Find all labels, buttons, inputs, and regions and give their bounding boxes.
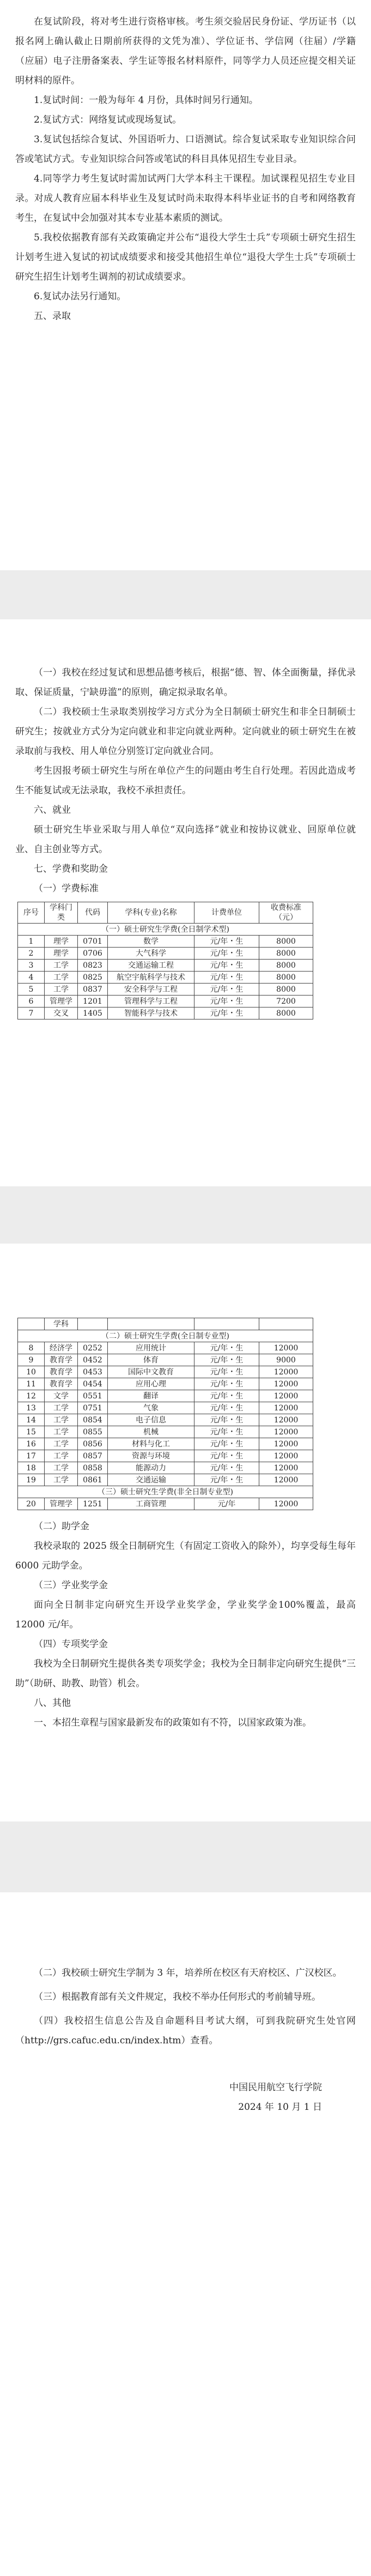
table-cell: 元/年・生 bbox=[194, 1008, 259, 1019]
table-cell: 12 bbox=[18, 1390, 45, 1402]
subsection-heading: （四）专项奖学金 bbox=[34, 1639, 108, 1650]
table-cell: 元/年 bbox=[194, 1498, 259, 1510]
table-cell: 12000 bbox=[259, 1450, 313, 1462]
section-heading: 八、其他 bbox=[34, 1698, 71, 1709]
table-cell: 7 bbox=[18, 1008, 45, 1019]
table-cell: 14 bbox=[18, 1414, 45, 1426]
paragraph: 我校为全日制研究生提供各类专项奖学金；我校为全日制非定向研究生提供“三助”（助研、助教、助管）机会。 bbox=[15, 1658, 356, 1689]
table-group-row bbox=[18, 1486, 313, 1498]
table-cell: 经济学 bbox=[45, 1342, 78, 1354]
table-cell: 12000 bbox=[259, 1390, 313, 1402]
table-cell: 12000 bbox=[259, 1462, 313, 1474]
table-cell: 工学 bbox=[45, 1402, 78, 1414]
table-cell: 元/年・生 bbox=[194, 1366, 259, 1378]
table-row bbox=[18, 1366, 313, 1378]
table-cell: 工学 bbox=[45, 960, 78, 972]
table-cell: 0855 bbox=[78, 1426, 108, 1438]
table-cell: 理学 bbox=[45, 948, 78, 960]
table-cell: 8000 bbox=[259, 984, 313, 996]
table-cell: 0837 bbox=[78, 984, 108, 996]
table-cell: 6 bbox=[18, 996, 45, 1008]
table-cell: 管理学 bbox=[45, 996, 78, 1008]
subsection-heading: （二）助学金 bbox=[34, 1521, 89, 1532]
table-cell: 翻译 bbox=[108, 1390, 194, 1402]
subsection-heading: （一）学费标准 bbox=[34, 883, 99, 894]
table-cell: 工学 bbox=[45, 1414, 78, 1426]
table-cell: 0854 bbox=[78, 1414, 108, 1426]
table-header: 收费标准（元） bbox=[259, 902, 313, 924]
table-row bbox=[18, 984, 313, 996]
table-cell: 1405 bbox=[78, 1008, 108, 1019]
section-heading: 五、录取 bbox=[34, 311, 71, 322]
table-cell: 元/年・生 bbox=[194, 1354, 259, 1366]
paragraph: （四）我校招生信息公告及自命题科目考试大纲，可到我院研究生处官网（http://grs.cafuc.edu.cn/index.htm）查看。 bbox=[15, 2016, 356, 2046]
table-row bbox=[18, 1008, 313, 1019]
page-gap bbox=[0, 1186, 371, 1244]
table-cell: 交通运输 bbox=[108, 1474, 194, 1486]
table-cell: 材料与化工 bbox=[108, 1438, 194, 1450]
table-header: 计费单位 bbox=[194, 902, 259, 924]
paragraph: （二）我校硕士生录取类别按学习方式分为全日制硕士研究生和非全日制硕士研究生；按就业方式分为定向就业和非定向就业两种。定向就业的硕士研究生在被录取前与我校、用人单位分别签订定向就业合同。 bbox=[15, 707, 356, 757]
table-cell: 管理学 bbox=[45, 1498, 78, 1510]
signature-org: 中国民用航空飞行学院 bbox=[229, 2082, 322, 2093]
table-cell: 0751 bbox=[78, 1402, 108, 1414]
table-cell: 元/年・生 bbox=[194, 996, 259, 1008]
paragraph: 硕士研究生毕业采取与用人单位“双向选择”就业和按协议就业、回原单位就业、自主创业等方式。 bbox=[15, 824, 356, 855]
paragraph: （三）根据教育部有关文件规定，我校不举办任何形式的考前辅导班。 bbox=[34, 1992, 321, 2002]
table-cell: 智能科学与技术 bbox=[108, 1008, 194, 1019]
table-group-label: （一）硕士研究生学费(全日制学术型) bbox=[18, 924, 313, 936]
table-cell-empty bbox=[108, 1318, 194, 1330]
table-row bbox=[18, 960, 313, 972]
table-cell: 12000 bbox=[259, 1366, 313, 1378]
table-cell: 大气科学 bbox=[108, 948, 194, 960]
table-cell: 0823 bbox=[78, 960, 108, 972]
paragraph: 在复试阶段，将对考生进行资格审核。考生须交验居民身份证、学历证书（以报名网上确认截止日期前所获得的文凭为准）、学位证书、学信网（往届）/学籍（应届）电子注册备案表、学生证等报名材料原件，同等学力人员还应提交相关证明材料的原件。 bbox=[15, 16, 356, 86]
table-cell: 12000 bbox=[259, 1438, 313, 1450]
table-cell: 2 bbox=[18, 948, 45, 960]
paragraph: 6.复试办法另行通知。 bbox=[34, 291, 126, 302]
table-cell: 体育 bbox=[108, 1354, 194, 1366]
table-header: 学科 bbox=[45, 1318, 78, 1330]
table-group-label: （三）硕士研究生学费(非全日制专业型) bbox=[18, 1486, 313, 1498]
table-cell: 0453 bbox=[78, 1366, 108, 1378]
table-cell: 电子信息 bbox=[108, 1414, 194, 1426]
table-cell: 20 bbox=[18, 1498, 45, 1510]
table-cell: 8000 bbox=[259, 948, 313, 960]
table-cell: 18 bbox=[18, 1462, 45, 1474]
table-cell: 元/年・生 bbox=[194, 948, 259, 960]
table-cell: 3 bbox=[18, 960, 45, 972]
table-cell: 0825 bbox=[78, 972, 108, 984]
table-cell: 元/年・生 bbox=[194, 1462, 259, 1474]
tuition-table-professional bbox=[17, 1318, 313, 1510]
table-row bbox=[18, 1450, 313, 1462]
page-section-1 bbox=[0, 0, 371, 570]
table-row bbox=[18, 1426, 313, 1438]
table-cell: 0701 bbox=[78, 936, 108, 948]
table-cell: 12000 bbox=[259, 1378, 313, 1390]
table-cell: 应用统计 bbox=[108, 1342, 194, 1354]
table-cell: 工学 bbox=[45, 1474, 78, 1486]
table-cell: 7200 bbox=[259, 996, 313, 1008]
paragraph: 1.复试时间：一般为每年 4 月份，具体时间另行通知。 bbox=[34, 95, 258, 106]
paragraph: （一）我校在经过复试和思想品德考核后，根据“德、智、体全面衡量，择优录取、保证质量，宁缺毋滥”的原则，确定拟录取名单。 bbox=[15, 667, 356, 698]
table-cell: 0454 bbox=[78, 1378, 108, 1390]
table-cell: 元/年・生 bbox=[194, 972, 259, 984]
table-cell: 元/年・生 bbox=[194, 1438, 259, 1450]
table-cell-empty bbox=[78, 1318, 108, 1330]
table-header: 代码 bbox=[78, 902, 108, 924]
table-cell: 8000 bbox=[259, 936, 313, 948]
table-cell: 理学 bbox=[45, 936, 78, 948]
table-cell: 数学 bbox=[108, 936, 194, 948]
table-cell: 管理科学与工程 bbox=[108, 996, 194, 1008]
table-cell-empty bbox=[18, 1318, 45, 1330]
table-cell: 0861 bbox=[78, 1474, 108, 1486]
table-cell: 工学 bbox=[45, 1462, 78, 1474]
table-cell: 元/年・生 bbox=[194, 936, 259, 948]
table-row bbox=[18, 972, 313, 984]
table-cell: 工学 bbox=[45, 972, 78, 984]
tuition-table-academic bbox=[17, 902, 313, 1019]
table-row bbox=[18, 1354, 313, 1366]
table-cell: 1201 bbox=[78, 996, 108, 1008]
table-cell: 元/年・生 bbox=[194, 1426, 259, 1438]
table-row bbox=[18, 996, 313, 1008]
table-row bbox=[18, 1402, 313, 1414]
table-cell: 教育学 bbox=[45, 1378, 78, 1390]
table-cell: 1 bbox=[18, 936, 45, 948]
table-cell: 17 bbox=[18, 1450, 45, 1462]
table-row bbox=[18, 1342, 313, 1354]
table-row bbox=[18, 1474, 313, 1486]
table-cell: 15 bbox=[18, 1426, 45, 1438]
page-section-4 bbox=[0, 1892, 371, 2576]
table-cell: 8000 bbox=[259, 972, 313, 984]
table-row bbox=[18, 1414, 313, 1426]
paragraph: （二）我校硕士研究生学制为 3 年，培养所在校区有天府校区、广汉校区。 bbox=[34, 1968, 342, 1978]
paragraph: 5.我校依据教育部有关政策确定并公布“退役大学生士兵”专项硕士研究生招生计划考生进入复试的初试成绩要求和接受其他招生单位“退役大学生士兵”专项硕士研究生招生计划考生调剂的初试成绩要求。 bbox=[15, 232, 356, 282]
table-row bbox=[18, 1378, 313, 1390]
table-cell: 16 bbox=[18, 1438, 45, 1450]
table-cell: 9000 bbox=[259, 1354, 313, 1366]
table-cell: 0706 bbox=[78, 948, 108, 960]
table-cell: 12000 bbox=[259, 1474, 313, 1486]
table-cell: 12000 bbox=[259, 1342, 313, 1354]
table-group-row bbox=[18, 1330, 313, 1342]
table-cell: 0858 bbox=[78, 1462, 108, 1474]
table-cell: 教育学 bbox=[45, 1354, 78, 1366]
table-cell: 5 bbox=[18, 984, 45, 996]
table-group-row bbox=[18, 924, 313, 936]
table-cell: 9 bbox=[18, 1354, 45, 1366]
table-cell-empty bbox=[194, 1318, 259, 1330]
table-cell: 0452 bbox=[78, 1354, 108, 1366]
table-cell: 工学 bbox=[45, 1450, 78, 1462]
subsection-heading: （三）学业奖学金 bbox=[34, 1580, 108, 1591]
table-cell: 工学 bbox=[45, 984, 78, 996]
table-cell: 13 bbox=[18, 1402, 45, 1414]
paragraph: 2.复试方式：网络复试或现场复试。 bbox=[34, 114, 182, 125]
table-header: 学科门类 bbox=[45, 902, 78, 924]
table-cell: 0856 bbox=[78, 1438, 108, 1450]
table-cell: 工商管理 bbox=[108, 1498, 194, 1510]
table-cell: 8000 bbox=[259, 960, 313, 972]
table-header: 序号 bbox=[18, 902, 45, 924]
table-cell: 机械 bbox=[108, 1426, 194, 1438]
paragraph: 4.同等学力考生复试时需加试两门大学本科主干课程。加试课程见招生专业目录。对成人教育应届本科毕业生及复试时尚未取得本科毕业证书的自考和网络教育考生，在复试中会加强对其本专业基本素质的测试。 bbox=[15, 173, 356, 224]
table-header-row bbox=[18, 902, 313, 924]
table-row bbox=[18, 936, 313, 948]
table-row bbox=[18, 1498, 313, 1510]
table-cell: 元/年・生 bbox=[194, 1390, 259, 1402]
table-cell: 8 bbox=[18, 1342, 45, 1354]
table-cell: 安全科学与工程 bbox=[108, 984, 194, 996]
table-row bbox=[18, 1390, 313, 1402]
table-cell: 工学 bbox=[45, 1426, 78, 1438]
table-cell: 10 bbox=[18, 1366, 45, 1378]
table-cell: 0551 bbox=[78, 1390, 108, 1402]
table-header-fragment-row bbox=[18, 1318, 313, 1330]
section-heading: 六、就业 bbox=[34, 805, 71, 816]
table-cell: 元/年・生 bbox=[194, 1378, 259, 1390]
table-cell: 应用心理 bbox=[108, 1378, 194, 1390]
table-group-label: （二）硕士研究生学费(全日制专业型) bbox=[18, 1330, 313, 1342]
table-cell: 12000 bbox=[259, 1426, 313, 1438]
table-header: 学科(专业)名称 bbox=[108, 902, 194, 924]
table-cell: 元/年・生 bbox=[194, 960, 259, 972]
table-cell: 元/年・生 bbox=[194, 1450, 259, 1462]
table-cell: 气象 bbox=[108, 1402, 194, 1414]
paragraph: 我校录取的 2025 级全日制研究生（有固定工资收入的除外），均享受每生每年 6000 元助学金。 bbox=[15, 1541, 356, 1571]
table-cell: 12000 bbox=[259, 1498, 313, 1510]
paragraph: 一、本招生章程与国家最新发布的政策如有不符，以国家政策为准。 bbox=[34, 1717, 312, 1728]
signature-date: 2024 年 10 月 1 日 bbox=[238, 2102, 322, 2113]
table-cell: 元/年・生 bbox=[194, 1402, 259, 1414]
page-section-3 bbox=[0, 1244, 371, 1821]
table-cell: 19 bbox=[18, 1474, 45, 1486]
table-cell: 交通运输工程 bbox=[108, 960, 194, 972]
table-cell: 航空宇航科学与技术 bbox=[108, 972, 194, 984]
table-row bbox=[18, 948, 313, 960]
table-row bbox=[18, 1462, 313, 1474]
table-cell: 4 bbox=[18, 972, 45, 984]
paragraph: 考生因报考硕士研究生与所在单位产生的问题由考生自行处理。若因此造成考生不能复试或无法录取，我校不承担责任。 bbox=[15, 765, 356, 796]
table-cell: 12000 bbox=[259, 1402, 313, 1414]
table-cell: 元/年・生 bbox=[194, 1474, 259, 1486]
section-heading: 七、学费和奖助金 bbox=[34, 864, 108, 874]
table-cell: 12000 bbox=[259, 1414, 313, 1426]
table-cell: 元/年・生 bbox=[194, 984, 259, 996]
page-section-2 bbox=[0, 619, 371, 1186]
paragraph: 3.复试包括综合复试、外国语听力、口语测试。综合复试采取专业知识综合问答或笔试方式。专业知识综合问答或笔试的科目具体见招生专业目录。 bbox=[15, 134, 356, 165]
table-cell: 11 bbox=[18, 1378, 45, 1390]
table-cell: 教育学 bbox=[45, 1366, 78, 1378]
table-cell: 0252 bbox=[78, 1342, 108, 1354]
paragraph: 面向全日制非定向研究生开设学业奖学金，学业奖学金100%覆盖，最高 12000 元/年。 bbox=[15, 1600, 356, 1630]
page-gap bbox=[0, 570, 371, 619]
table-cell: 元/年・生 bbox=[194, 1414, 259, 1426]
table-cell: 能源动力 bbox=[108, 1462, 194, 1474]
table-row bbox=[18, 1438, 313, 1450]
table-cell: 国际中文教育 bbox=[108, 1366, 194, 1378]
table-cell: 0857 bbox=[78, 1450, 108, 1462]
table-cell: 工学 bbox=[45, 1438, 78, 1450]
table-cell: 1251 bbox=[78, 1498, 108, 1510]
table-cell: 元/年・生 bbox=[194, 1342, 259, 1354]
table-cell: 交叉 bbox=[45, 1008, 78, 1019]
table-cell: 8000 bbox=[259, 1008, 313, 1019]
table-cell: 资源与环境 bbox=[108, 1450, 194, 1462]
table-cell-empty bbox=[259, 1318, 313, 1330]
table-cell: 文学 bbox=[45, 1390, 78, 1402]
page-gap bbox=[0, 1821, 371, 1892]
